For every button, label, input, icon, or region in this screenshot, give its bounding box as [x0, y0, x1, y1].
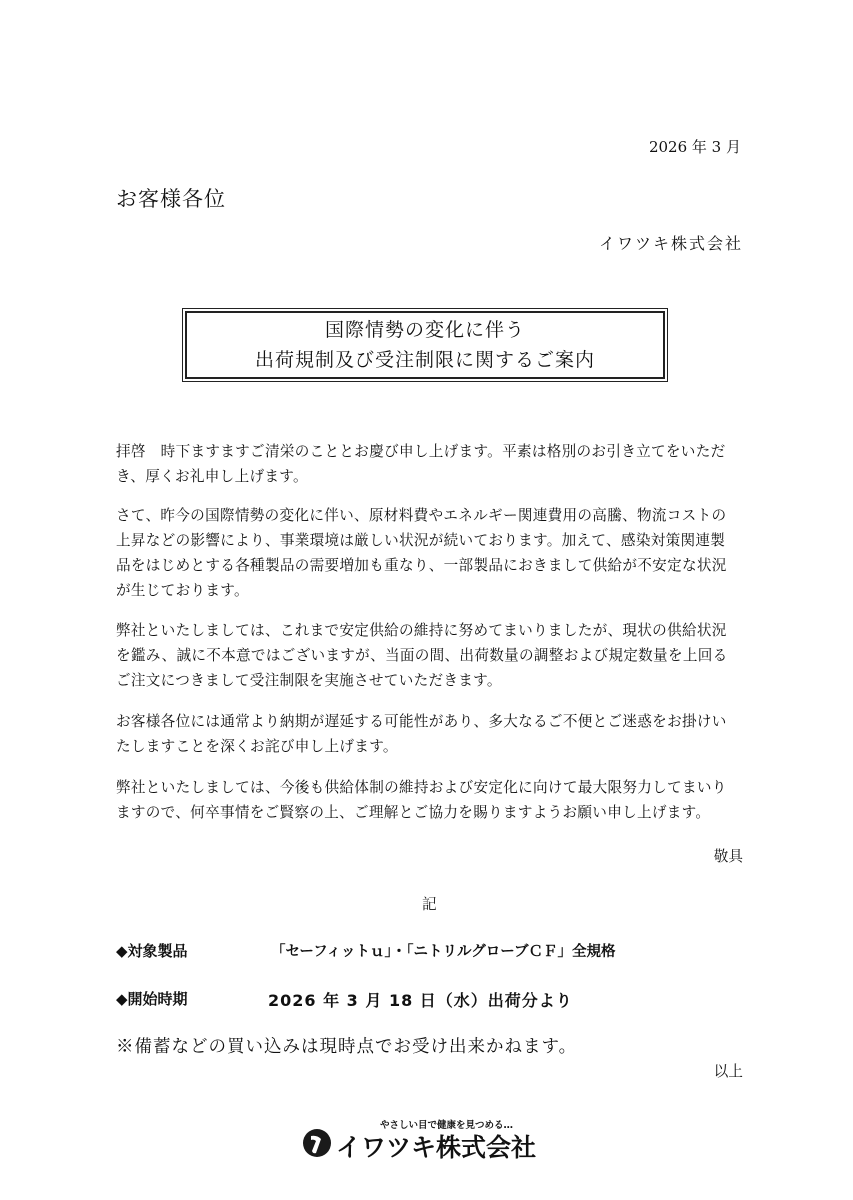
- title-line-2: 出荷規制及び受注制限に関するご案内: [254, 349, 595, 371]
- footer-company-logo-text: イワツキ株式会社: [336, 1133, 537, 1162]
- paragraph-apology: [116, 709, 746, 759]
- ki-heading: 記: [422, 896, 437, 913]
- paragraph-line: ますので、何卒事情をご賢察の上、ご理解とご協力を賜りますようお願い申し上げます。: [116, 804, 711, 821]
- paragraph-request: [116, 775, 746, 825]
- title-frame: [182, 308, 668, 382]
- document-date: 2026 年 3 月: [648, 138, 741, 156]
- paragraph-line: さて、昨今の国際情勢の変化に伴い、原材料費やエネルギー関連費用の高騰、物流コストの: [116, 507, 727, 524]
- paragraph-restriction: [116, 618, 746, 693]
- paragraph-line: ご注文につきまして受注制限を実施させていただきます。: [116, 672, 502, 689]
- company-logo-icon: [302, 1127, 332, 1159]
- detail-value: 2026 年 3 月 18 日（水）出荷分より: [268, 991, 573, 1010]
- detail-value: 「セーフィットｕ」・「ニトリルグローブＣＦ」全規格: [271, 944, 616, 960]
- paragraph-line: 弊社といたしましては、これまで安定供給の維持に努めてまいりましたが、現状の供給状況: [116, 622, 727, 639]
- footer-slogan: やさしい目で健康を見つめる…: [380, 1120, 514, 1131]
- paragraph-line: 品をはじめとする各種製品の需要増加も重なり、一部製品におきまして供給が不安定な状況: [116, 557, 727, 574]
- title-line-1: 国際情勢の変化に伴う: [324, 319, 525, 341]
- paragraph-line: 弊社といたしましては、今後も供給体制の維持および安定化に向けて最大限努力してまいり: [116, 779, 727, 796]
- detail-label: ◆対象製品: [116, 942, 188, 960]
- paragraph-situation: [116, 503, 746, 603]
- sender-company: イワツキ株式会社: [598, 234, 743, 253]
- paragraph-line: たしますことを深くお詫び申し上げます。: [116, 738, 398, 755]
- paragraph-line: 上昇などの影響により、事業環境は厳しい状況が続いております。加えて、感染対策関連製: [116, 532, 726, 549]
- paragraph-line: が生じております。: [116, 582, 249, 599]
- stockpile-note: ※備蓄などの買い込みは現時点でお受け出来かねます。: [116, 1037, 578, 1057]
- paragraph-line: お客様各位には通常より納期が遅延する可能性があり、多大なるご不便とご迷惑をお掛けい: [116, 713, 727, 730]
- paragraph-line: を鑑み、誠に不本意ではございますが、当面の間、出荷数量の調整および規定数量を上回る: [116, 647, 728, 664]
- paragraph-line: き、厚くお礼申し上げます。: [116, 468, 308, 485]
- paragraph-line: 拝啓 時下ますますご清栄のこととお慶び申し上げます。平素は格別のお引き立てをいただ: [116, 443, 726, 460]
- paragraph-greeting: [116, 439, 746, 489]
- addressee: お客様各位: [116, 187, 226, 211]
- title-inner-frame: [185, 311, 665, 379]
- closing-keigu: 敬具: [713, 848, 743, 865]
- closing-ijo: 以上: [713, 1063, 743, 1080]
- detail-label: ◆開始時期: [116, 990, 188, 1008]
